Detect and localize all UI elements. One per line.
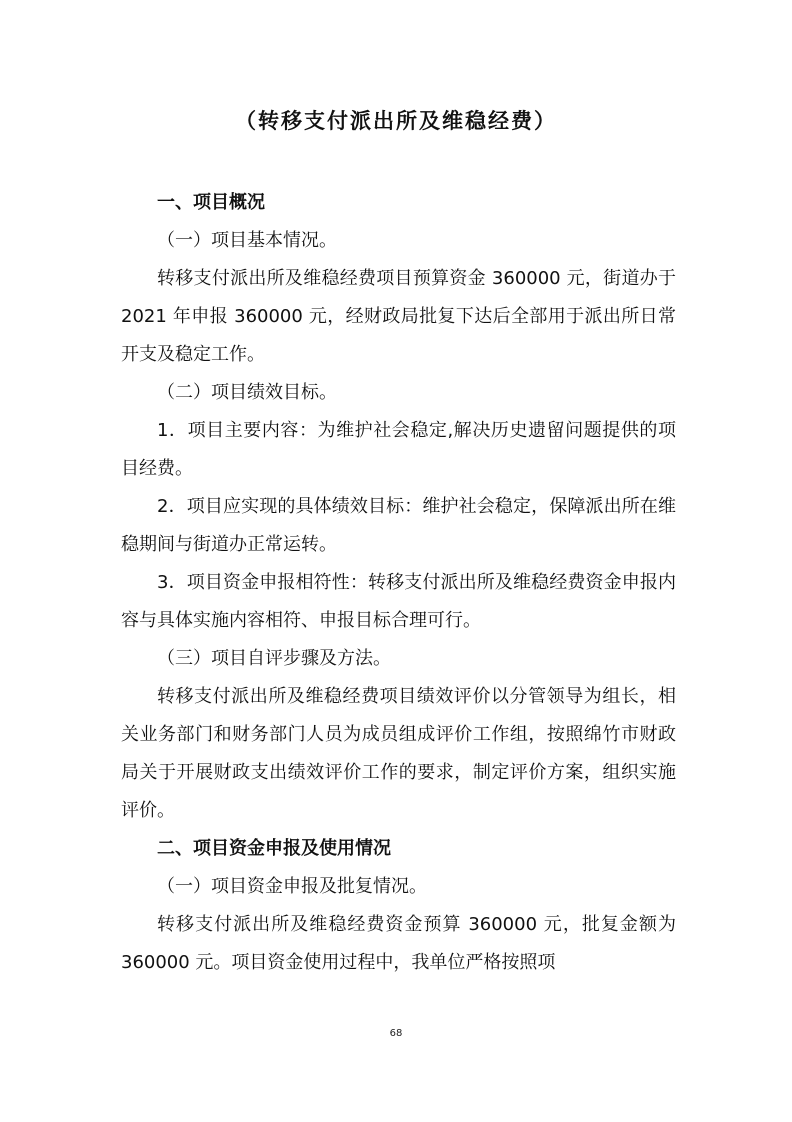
paragraph-goal-3: 3．项目资金申报相符性：转移支付派出所及维稳经费资金申报内容与具体实施内容相符、申报目标合理可行。: [121, 572, 676, 631]
subsection-heading-goals: （二）项目绩效目标。: [157, 382, 337, 403]
paragraph-approval: 转移支付派出所及维稳经费资金预算 360000 元，批复金额为 360000 元。项目资金使用过程中，我单位严格按照项: [121, 914, 676, 973]
subsection-heading-approval: （一）项目资金申报及批复情况。: [157, 876, 427, 897]
section-heading-1: 一、项目概况: [157, 192, 265, 213]
subsection-heading-basic-info: （一）项目基本情况。: [157, 230, 337, 251]
subsection-heading-method: （三）项目自评步骤及方法。: [157, 648, 391, 669]
paragraph-goal-2: 2．项目应实现的具体绩效目标：维护社会稳定，保障派出所在维稳期间与街道办正常运转。: [121, 496, 676, 555]
paragraph-method: 转移支付派出所及维稳经费项目绩效评价以分管领导为组长，相关业务部门和财务部门人员为成员组成评价工作组，按照绵竹市财政局关于开展财政支出绩效评价工作的要求，制定评价方案，组织实施评价。: [121, 686, 676, 821]
paragraph-goal-1: 1．项目主要内容：为维护社会稳定,解决历史遗留问题提供的项目经费。: [121, 420, 676, 479]
document-title: （转移支付派出所及维稳经费）: [235, 109, 557, 133]
page-number: 68: [389, 1028, 403, 1039]
document-body: [121, 184, 676, 982]
paragraph-basic-info: 转移支付派出所及维稳经费项目预算资金 360000 元，街道办于 2021 年申报 360000 元，经财政局批复下达后全部用于派出所日常开支及稳定工作。: [121, 268, 676, 365]
section-heading-2: 二、项目资金申报及使用情况: [157, 838, 391, 859]
